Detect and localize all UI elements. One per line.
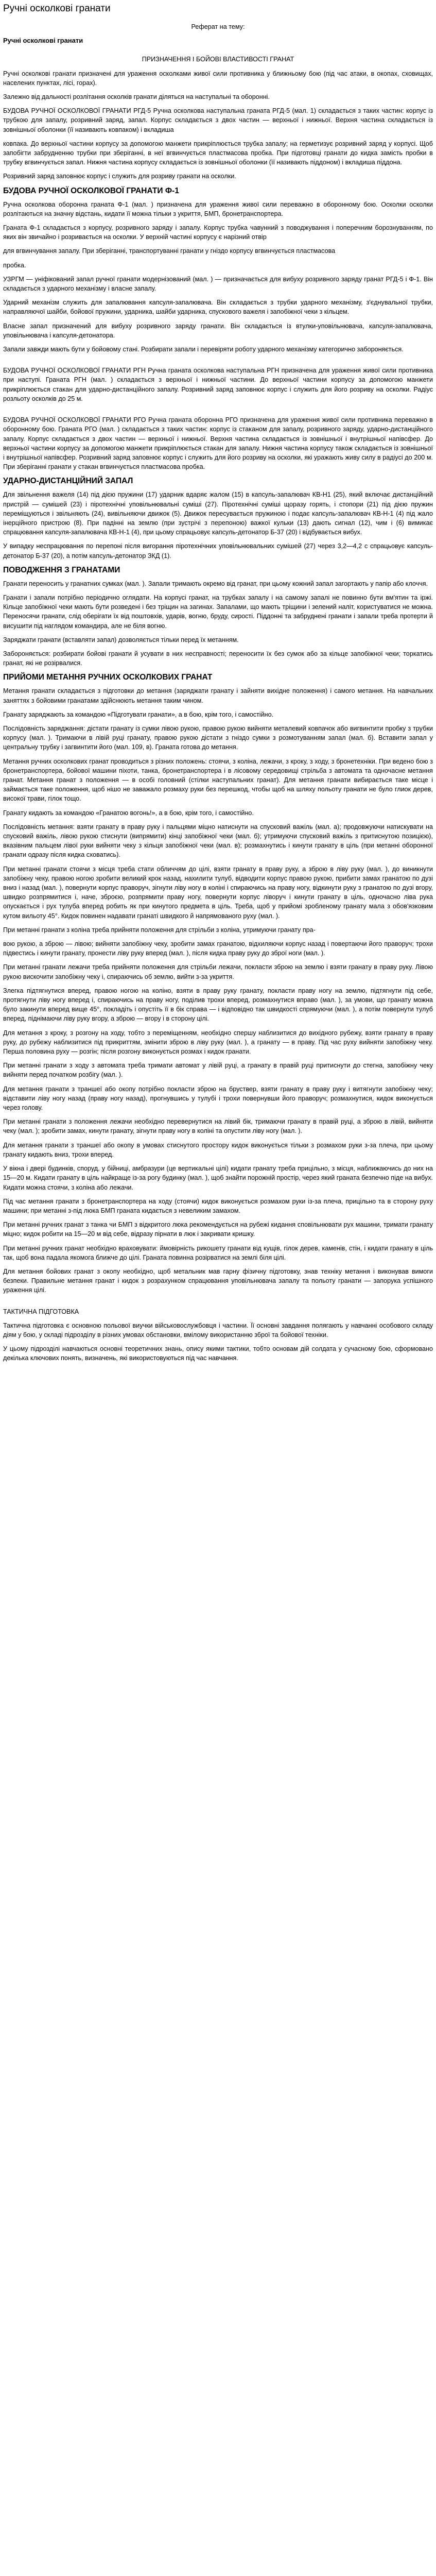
paragraph: Забороняється: розбирати бойові гранати й усувати в них несправності; переносити їх без сумок або за кільце запобіжної чеки; торкатись гранат, які не розірвалися. — [3, 650, 433, 667]
paragraph: Тактична підготовка є основною польової виучки військовослужбовця і частини. Її основні завдання полягають у навчанні особового складу діям у бою, у складі підрозділу в різних умовах обстановки, вмілому використанню зброї та бойової техніки. — [3, 1321, 433, 1338]
paragraph: Послідовність заряджання: дістати гранату із сумки лівою рукою, правою рукою вийняти металевий ковпачок або вигвинтити пробку з трубки корпусу (мал. ). Тримаючи в лівій руці гранату, правою рукою дістати з гніздо сумки з розмотуванням запал (мал. б). Вставити запал у центральну трубку і загвинтити його (мал. 109, в). Граната готова до метання. — [3, 724, 433, 751]
paragraph: Гранати переносить у гранатних сумках (мал. ). Запали тримають окремо від гранат, при цьому кожний запал загортають у папір або клоччя. — [3, 580, 428, 587]
paragraph: При метанні гранати з коліна треба прийняти положення для стрільби з коліна, утримуючи гранату пра- — [3, 926, 316, 934]
paragraph: Гранату заряджають за командою «Підготувати гранати», а в бою, крім того, і самостійно. — [3, 710, 274, 718]
paragraph: Для метання бойових гранат з окопу необхідно, щоб метальник мав гарну фізичну підготовку, знав техніку метання і виконував вимоги безпеки. Правильне метання гранат і кидок з розрахунком спрацювання уповільнювача запалу та польоту гранати — запорука успішного ураження цілі. — [3, 1267, 433, 1294]
paragraph: У вікна і двері будинків, споруд, у бійниці, амбразури (це вертикальні цілі) кидати гранату треба прицільно, з місця, наближаючись до них на 15—20 м. Кидати гранату в ціль найкраще із-за рогу будинку (мал. ), щоб знайти порожній простір, через який граната безпечно піде на вибух. Кидати можна стоячи, з коліна або лежачи. — [3, 1165, 433, 1191]
paragraph: При метанні гранати лежачи треба прийняти положення для стрільби лежачи, покласти зброю на землю і взяти гранату в праву руку. Лівою рукою вискочити запобіжну чеку і, спираючись об землю, вийти з-за укриття. — [3, 963, 433, 980]
paragraph: При метанні гранати з ходу з автомата треба тримати автомат у лівій руці, а гранату в правій руці притиснути до стегна, запобіжну чеку вийняти перед початком розбігу (мал. ). — [3, 1062, 433, 1079]
paragraph: У випадку неспрацювання по перепоні після вигорання піротехнічних уповільнювальних сумішей (27) через 3,2—4,2 с спрацьовує капсуль-детонатор Б-37 (20), а потім капсуль-детонатор ЗКД (1). — [3, 543, 433, 560]
heading-handling: ПОВОДЖЕННЯ З ГРАНАТАМИ — [3, 565, 120, 574]
heading-methods: ПРИЙОМИ МЕТАННЯ РУЧНИХ ОСКОЛКОВИХ ГРАНАТ — [3, 673, 213, 682]
paragraph: Залежно від дальності розлітання осколків гранати діляться на наступальні та оборонні. — [3, 93, 270, 101]
paragraph: Для метання з кроку, з розгону на ходу, тобто з переміщенням, необхідно спершу наблизитися до вихідного рубежу, взяти гранату в праву руку, до рубежу наблизитися під прикриттям, змінити зброю в ліву руку (мал. ), а гранату — в праву. Під час руху вийняти запобіжну чеку. Перша половина руху — розгін; після розгону виконується розмах і кидок гранати. — [3, 1029, 433, 1056]
paragraph: вою рукою, а зброю — лівою; вийняти запобіжну чеку, зробити замах гранатою, відхиляючи корпус назад і повертаючи його праворуч; трохи підвестись і кинути гранату, пронести ліву руку вперед (мал. ), після кидка праву руку до зброї ноги (мал. ). — [3, 940, 433, 957]
heading-udz: УДАРНО-ДИСТАНЦІЙНИЙ ЗАПАЛ — [3, 477, 133, 486]
paragraph: При метанні ручних гранат необхідно враховувати: ймовірність рикошету гранати від кущів, гілок дерев, каменів, стін, і кидати гранату в ціль так, щоб вона падала якомога ближче до цілі. Граната повинна розірватися на землі біля цілі. — [3, 1244, 433, 1261]
paragraph: Під час метання гранати з бронетранспортера на ходу (стоячи) кидок виконується розмахом руки із-за плеча, прицільно та в сторону руху машини; при метанні з-під люка БМП граната кидається з невеликим замахом. — [3, 1197, 433, 1214]
section-heading-purpose: ПРИЗНАЧЕННЯ І БОЙОВІ ВЛАСТИВОСТІ ГРАНАТ — [142, 56, 294, 63]
paragraph: Метання гранати складається з підготовки до метання (заряджати гранату і зайняти вихідне положення) і самого метання. На навчальних заняттях з бойовими гранатами здійснюють метання таким чином. — [3, 687, 433, 704]
paragraph: Для метання гранати з траншеї або окопу потрібно покласти зброю на бруствер, взяти гранату в праву руку і витягнути запобіжну чеку; відставити ліву ногу назад (праву ногу назад), прогнувшись у тулубі і трохи повернувши його праворуч; розмахнутися, кидок виконується через голову. — [3, 1085, 433, 1112]
paragraph: Для звільнення важеля (14) під дією пружини (17) ударник вдаряє жалом (15) в капсуль-запалювач КВ-Н1 (25), який включає дистанційний пристрій — сумішей (23) і піротехнічні уповільнювальні суміші (27). Піротехнічні суміші щоразу горять, і стопори (21) під дією пружин переміщуються і звільняють (24), вивільняючи движок (5). Движок пересувається пружиною і подає капсуль-запалювач КВ-Н-1 (4) під жало інерційного пристрою (8). При падінні на землю (при зустрічі з перепоною) важкої кульки (13) дають сигнал (12), чим і (6) вимикає спрацювання капсуля-запалювача КВ-Н-1 (4), при цьому спрацьовує капсуль-детонатор Б-37 (20) і відбувається вибух. — [3, 491, 433, 536]
referat-label: Реферат на тему: — [191, 23, 245, 30]
heading-f1: БУДОВА РУЧНОЇ ОСКОЛКОВОЇ ГРАНАТИ Ф-1 — [3, 186, 179, 195]
paragraph: При метанні гранати стоячи з місця треба стати обличчям до цілі, взяти гранату в праву руку, а зброю в ліву руку (мал. ), до виникнути запобіжну чеку, правою ногою зробити великий крок назад, нахилити тулуб, відводити корпус правою рукою, прибити замах гранатою по дузі вниз і назад (мал. ), повернути корпус праворуч, зігнути ліву ногу в коліні і спираючись на праву ногу, відкинути руку з гранатою по дузі вгору, швидко розпрямитися і, наче, зброєю, розпрямити праву ногу, повернути корпус ліворуч і кинути гранату в ціль, одночасно ліва рука опускається і рух тулуба вперед робить як при кинутого предмета в ціль. Треба, щоб у прийомі зробленому гранату мала з обов'язковим кутом вильоту 45°. Кидок повинен надавати гранаті швидкого й напрямованого руху (мал. ). — [3, 865, 433, 920]
paragraph: БУДОВА РУЧНОЇ ОСКОЛКОВОЇ ГРАНАТИ РГД-5 Ручна осколкова наступальна граната РГД-5 (мал. 1) складається з таких частин: корпус із трубкою для запалу, розривний заряд, запал. Корпус складається з двох частин — верхньої і нижньої. Верхня частина складається із зовнішньої оболонки (її називають ковпаком) і вкладиша — [3, 107, 433, 133]
paragraph: БУДОВА РУЧНОЇ ОСКОЛКОВОЇ ГРАНАТИ РГО Ручна граната оборонна РГО призначена для ураження живої сили противника переважно в оборонному бою. Граната РГО (мал. ) складається з таких частин: корпус із стаканом для запалу, розривного заряду, ударно-дистанційного запалу. Корпус складається з двох частин — верхньої і нижньої. Верхня частина складається із зовнішньої і внутрішньої напівсфер. До верхньої частини корпусу за допомогою манжети прикріплюється стакан для запалу. Нижня частина корпусу також складається із зовнішньої і внутрішньої напівсфер. Розривний заряд заповнює корпус і служить для його розриву на осколки, які уражають живу силу в радіусі до 200 м. При зберіганні гранати у стакан вгвинчується пластмасова пробка. — [3, 416, 433, 471]
paragraph: Розривний заряд заповнює корпус і служить для розриву гранати на осколки. — [3, 173, 236, 180]
paragraph: Власне запал призначений для вибуху розривного заряду гранати. Він складається із втулки-уповільнювача, капсуля-запалювача, уповільнювача і капсуля-детонатора. — [3, 322, 433, 339]
document-body — [0, 22, 436, 1378]
paragraph: При метанні гранати з положення лежачи необхідно перевернутися на лівий бік, тримаючи гранату в правій руці, а зброю в лівій, вийняти чеку (мал. ); зробити замах, кинути гранату, зігнути праву ногу в коліні та опустити ліву ногу (мал. ). — [3, 1118, 433, 1135]
paragraph: Злегка підтягнутися вперед, правою ногою на коліно, взяти в праву руку гранату, покласти праву ногу на землю, підтягнути під себе, протягнути ліву ногу вперед і, спираючись на праву ногу, поділив трохи вперед, розмахнутися вправо (мал. ), за умови, що гранату можна було закинути вперед вище 45°, покладіть і опустіть її в бік справа — і відповідно так швидкості спрямуючи (мал. ), а потім повернути тулуб вперед, піднімаючи ліву руку вгору, а зброю — вгору і в сторону цілі. — [3, 987, 433, 1023]
paragraph: пробка. — [3, 261, 26, 269]
paragraph: ковпака. До верхньої частини корпусу за допомогою манжети прикріплюється трубка запалу; на герметизує розривний заряд у корпусі. Щоб запобігти забрудненню трубки при зберіганні, в неї вгвинчується пластмасова пробка. При підготовці гранати до кидка замість пробки в трубку вгвинчується запал. Нижня частина корпусу складається із зовнішньої оболонки (її називають піддоном) і вкладиша піддона. — [3, 140, 433, 166]
paragraph: Ручні осколкові гранати призначені для ураження осколками живої сили противника у ближньому бою (під час атаки, в окопах, сховищах, населених пунктах, лісі, горах). — [3, 70, 433, 87]
paragraph: УЗРГМ — уніфікований запал ручної гранати модернізований (мал. ) — призначається для вибуху розривного заряду гранат РГД-5 і Ф-1. Він складається з ударного механізму і власне запалу. — [3, 275, 433, 293]
paragraph: Послідовність метання: взяти гранату в праву руку і пальцями міцно натиснути на спусковий важіль (мал. а); продовжуючи натискувати на спусковий важіль, лівою рукою стиснути (випрямити) кінці запобіжної чеки (мал. б); утримуючи спусковий важіль з притиснутою позицією), вказівним пальцем лівої руки вийняти чеку з кільця запобіжної чеки (мал. в); розмахнутись і кинути гранату в ціль (при метанні оборонної гранати одразу після кидка сховатись). — [3, 823, 433, 859]
paragraph: Ударний механізм служить для запалювання капсуля-запалювача. Він складається з трубки ударного механізму, з'єднувальної трубки, направляючої шайби, бойової пружини, ударника, шайби ударника, спускового важеля і запобіжної чеки з кільцем. — [3, 299, 433, 316]
document-title: Ручні осколкові гранати — [3, 37, 83, 45]
paragraph: Ручна осколкова оборонна граната Ф-1 (мал. ) призначена для ураження живої сили переважно в оборонному бою. Осколки осколки розлітаються на значну відстань, кидати її можна тільки з укриття, БМП, бронетранспортера. — [3, 200, 433, 217]
paragraph: Гранату кидають за командою «Гранатою вогонь!», а в бою, крім того, і самостійно. — [3, 809, 254, 817]
paragraph: У цьому підрозділі навчаються основні теоретичних знань, опису якими тактики, тобто основам дій солдата у сучасному бою, сформовано декілька ключових понять, визначень, які використовуються під час навчання. — [3, 1345, 433, 1362]
paragraph: Гранати і запали потрібно періодично оглядати. На корпусі гранат, на трубках запалу і на самому запалі не повинно бути вм'ятин та іржі. Кільце запобіжної чеки мають бути розведені і без тріщин на загинах. Запалами, що мають тріщини і зелений наліт, користуватися не можна. Переносячи гранати, слід оберігати їх від поштовхів, ударів, вогню, бруду, сирості. Піддонні та забруднені гранати і запали треба протерти й висушити під наглядом командира, але не біля вогню. — [3, 594, 433, 630]
paragraph: При метанні ручних гранат з танка чи БМП з відкритого люка рекомендується на рубежі кидання сповільнювати рух машини, тримати гранату міцно; кидок робити на 15—20 м від себе, відразу пірнати в люк і закривати кришку. — [3, 1221, 433, 1238]
heading-tactic: ТАКТИЧНА ПІДГОТОВКА — [3, 1308, 79, 1315]
paragraph: Запали завжди мають бути у бойовому стані. Розбирати запали і перевіряти роботу ударного механізму категорично забороняється. — [3, 346, 404, 353]
paragraph: Граната Ф-1 складається з корпусу, розривного заряду і запалу. Корпус трубка чавунний з поводжування і поперечним борознуванням, по яких він звичайно і розривається на осколки. У верхній частині корпусу є нарізний отвір — [3, 224, 433, 241]
paragraph: БУДОВА РУЧНОЇ ОСКОЛКОВОЇ ГРАНАТИ РГН Ручна граната осколкова наступальна РГН призначена для ураження живої сили противника при наступі. Граната РГН (мал. ) складається з верхньої і нижньої частини. До верхньої частини корпусу за допомогою манжети прикріплюється стакан для ударно-дистанційного запалу. Розривний заряд заповнює корпус і служить для його розриву на осколки. Радіус розльоту осколків до 25 м. — [3, 367, 433, 402]
paragraph: Заряджати гранати (вставляти запал) дозволяється тільки перед їх метанням. — [3, 636, 239, 643]
paragraph: для вгвинчування запалу. При зберіганні, транспортуванні гранати у гніздо корпусу вгвинчується пластмасова — [3, 247, 336, 255]
paragraph: Метання ручних осколкових гранат проводиться з різних положень: стоячи, з коліна, лежачи, з кроку, з ходу, з бронетехніки. При ведено бою з бронетранспортера, бойової машини піхоти, танка, бронетранспортера і в лісовому середовищі стрільба з автомата та одночасне метання гранат. Метання гранат з положення — в особі головний (стілки наступальних гранат). Для метання гранати вибирається таке місце і займається таке положення, щоб нішо не заважало розмаху руки без перешкод, чтобы щоб на шляху польоту гранати не було глиок дерев, високої трави, гілок тощо. — [3, 757, 433, 803]
paragraph: Для метання гранати з траншеї або окопу в умовах стиснутого простору кидок виконується тільки з розмахом руки з-за плеча, при цьому гранату кидають вниз, трохи вперед. — [3, 1141, 433, 1158]
page-title: Ручні осколкові гранати — [3, 3, 111, 14]
